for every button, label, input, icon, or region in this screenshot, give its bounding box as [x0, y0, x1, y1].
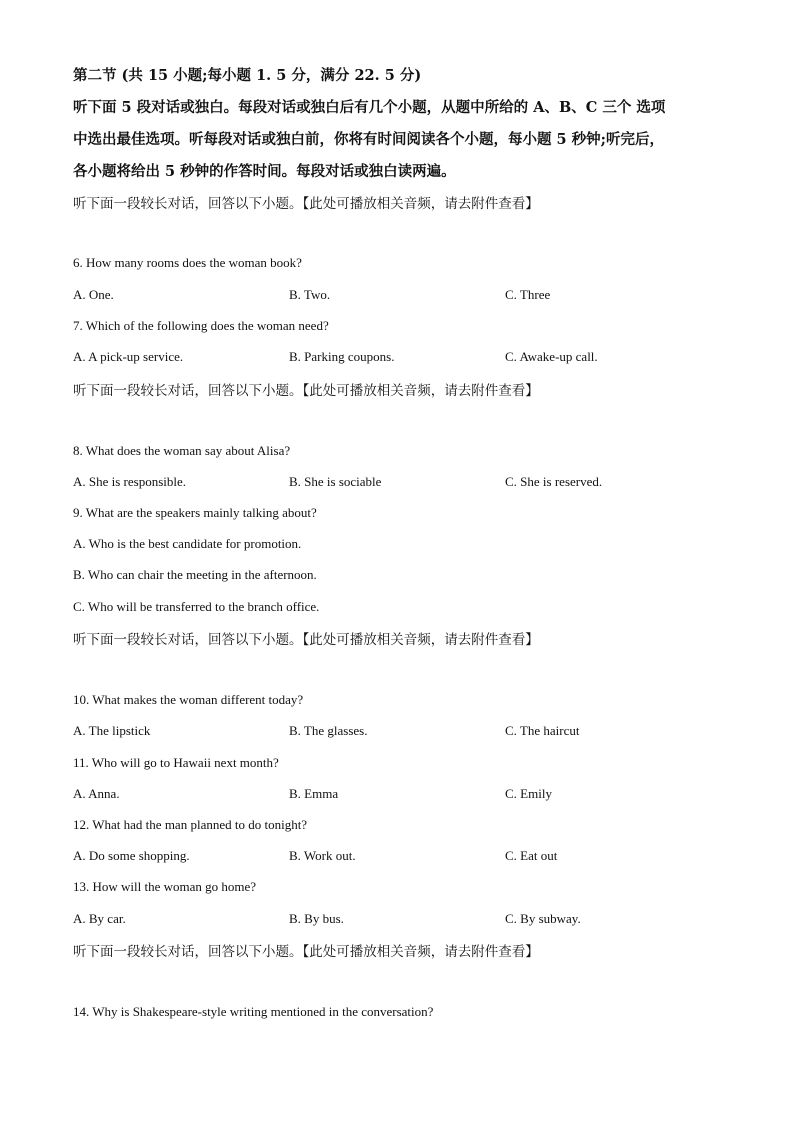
listening-intro: 听下面一段较长对话，回答以下小题。【此处可播放相关音频，请去附件查看】: [73, 944, 539, 960]
option-b: B. Parking coupons.: [289, 349, 395, 364]
listening-intro: 听下面一段较长对话，回答以下小题。【此处可播放相关音频，请去附件查看】: [73, 196, 539, 212]
option-b: B. Two.: [289, 287, 331, 302]
question-10: 10. What makes the woman different today?: [73, 692, 304, 707]
question-13: 13. How will the woman go home?: [73, 879, 257, 894]
instruction-line-3: 各小题将给出 5 秒钟的作答时间。每段对话或独白读两遍。: [73, 163, 456, 180]
listening-intro: 听下面一段较长对话，回答以下小题。【此处可播放相关音频，请去附件查看】: [73, 632, 539, 648]
question-14: 14. Why is Shakespeare-style writing mentioned in the conversation?: [73, 1004, 434, 1019]
option-c: C. By subway.: [505, 911, 581, 926]
instruction-line-1: 听下面 5 段对话或独白。每段对话或独白后有几个小题，从题中所给的 A、B、C 三个 选项: [73, 99, 666, 116]
option-a: A. Do some shopping.: [73, 848, 190, 863]
option-c: C. Eat out: [505, 848, 558, 863]
options-row-8: [73, 474, 723, 492]
listening-intro: 听下面一段较长对话，回答以下小题。【此处可播放相关音频，请去附件查看】: [73, 383, 539, 399]
options-row-12: [73, 848, 723, 866]
question-12: 12. What had the man planned to do tonight?: [73, 817, 308, 832]
option-b: B. By bus.: [289, 911, 344, 926]
section-title: 第二节 (共 15 小题;每小题 1. 5 分，满分 22. 5 分): [73, 67, 422, 84]
question-8: 8. What does the woman say about Alisa?: [73, 443, 291, 458]
options-row-6: [73, 287, 723, 305]
question-6: 6. How many rooms does the woman book?: [73, 255, 302, 270]
section-header: [73, 60, 723, 188]
option-c: C. Awake-up call.: [505, 349, 598, 364]
question-11: 11. Who will go to Hawaii next month?: [73, 755, 279, 770]
options-row-11: [73, 786, 723, 804]
option-a: A. She is responsible.: [73, 474, 187, 489]
option-a: A. By car.: [73, 911, 126, 926]
options-row-10: [73, 723, 723, 741]
option-c: C. She is reserved.: [505, 474, 603, 489]
instruction-line-2: 中选出最佳选项。听每段对话或独白前，你将有时间阅读各个小题，每小题 5 秒钟;听完后，: [73, 131, 665, 148]
option-a: A. Anna.: [73, 786, 120, 801]
option-c: C. The haircut: [505, 723, 580, 738]
question-7: 7. Which of the following does the woman need?: [73, 318, 329, 333]
option-b: B. The glasses.: [289, 723, 368, 738]
option-c: C. Who will be transferred to the branch office.: [73, 599, 320, 614]
options-row-7: [73, 349, 723, 367]
option-b: B. Who can chair the meeting in the afternoon.: [73, 567, 317, 582]
options-row-13: [73, 911, 723, 929]
option-b: B. Work out.: [289, 848, 356, 863]
option-c: C. Three: [505, 287, 551, 302]
option-a: A. One.: [73, 287, 114, 302]
option-b: B. She is sociable: [289, 474, 382, 489]
question-9: 9. What are the speakers mainly talking about?: [73, 505, 317, 520]
option-a: A. Who is the best candidate for promotion.: [73, 536, 302, 551]
option-b: B. Emma: [289, 786, 339, 801]
option-c: C. Emily: [505, 786, 552, 801]
option-a: A. A pick-up service.: [73, 349, 184, 364]
option-a: A. The lipstick: [73, 723, 151, 738]
